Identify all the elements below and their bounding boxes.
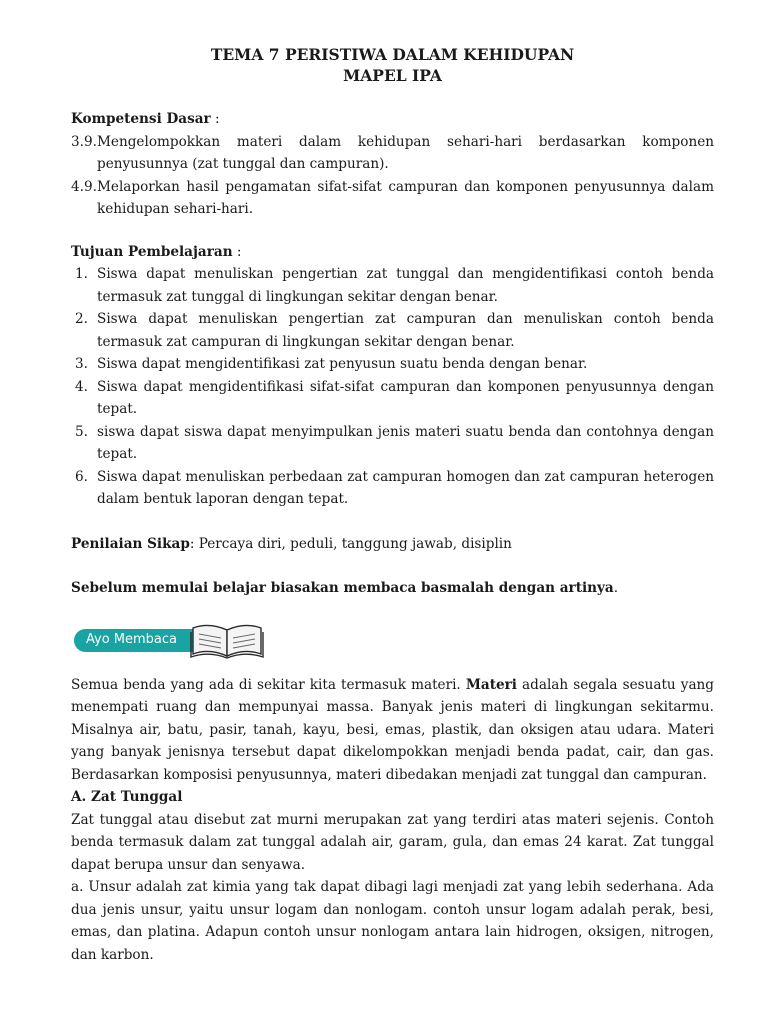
penilaian-label: Penilaian Sikap bbox=[71, 535, 190, 552]
list-item-text: Siswa dapat mengidentifikasi sifat-sifat campuran dan komponen penyusunnya dengan tepat. bbox=[97, 378, 714, 417]
list-item-text: Siswa dapat menuliskan pengertian zat tunggal dan mengidentifikasi contoh benda termasuk zat tunggal di lingkungan sekitar dengan benar. bbox=[97, 266, 714, 305]
unsur-paragraph: a. Unsur adalah zat kimia yang tak dapat dibagi lagi menjadi zat yang lebih sederhana. Ada dua jenis unsur, yaitu unsur logam dan nonlogam. contoh unsur logam adalah perak, besi, emas, dan platina. Adapun contoh unsur nonlogam antara lain hidrogen, oksigen, nitrogen, dan karbon. bbox=[71, 879, 714, 963]
list-item-number: 4. bbox=[75, 378, 88, 395]
materi-paragraph bbox=[71, 674, 714, 787]
list-item-number: 5. bbox=[75, 423, 88, 440]
section-a-title: A. Zat Tunggal bbox=[71, 789, 183, 805]
basmalah-text: Sebelum memulai belajar biasakan membaca basmalah dengan artinya bbox=[71, 580, 614, 596]
basmalah-end: . bbox=[613, 580, 619, 596]
kompetensi-label: Kompetensi Dasar bbox=[71, 111, 211, 127]
kompetensi-item bbox=[71, 176, 714, 221]
list-item bbox=[71, 263, 714, 308]
page-title-line-2: MAPEL IPA bbox=[343, 66, 442, 85]
list-item-text: Siswa dapat menuliskan pengertian zat campuran dan menuliskan contoh benda termasuk zat campuran di lingkungan sekitar dengan benar. bbox=[97, 311, 714, 350]
list-item-number: 3. bbox=[75, 356, 88, 372]
ayo-membaca-label: Ayo Membaca bbox=[74, 629, 219, 652]
kompetensi-heading bbox=[71, 108, 714, 131]
section-a-paragraph: Zat tunggal atau disebut zat murni merupakan zat yang terdiri atas materi sejenis. Contoh benda termasuk dalam zat tunggal adalah air, garam, gula, dan emas 24 karat. Zat tunggal dapat berupa unsur dan senyawa. bbox=[71, 811, 714, 873]
list-item-text: Siswa dapat mengidentifikasi zat penyusun suatu benda dengan benar. bbox=[97, 356, 588, 372]
kompetensi-item-number: 3.9. bbox=[71, 133, 97, 150]
list-item bbox=[71, 421, 714, 466]
tujuan-label: Tujuan Pembelajaran bbox=[71, 243, 233, 260]
kompetensi-item-text: Mengelompokkan materi dalam kehidupan sehari-hari berdasarkan komponen penyusunnya (zat tunggal dan campuran). bbox=[97, 133, 714, 172]
list-item-text: Siswa dapat menuliskan perbedaan zat campuran homogen dan zat campuran heterogen dalam bentuk laporan dengan tepat. bbox=[97, 468, 714, 507]
list-item-number: 6. bbox=[75, 468, 88, 485]
materi-intro-pre: Semua benda yang ada di sekitar kita termasuk materi. bbox=[71, 676, 466, 693]
kompetensi-item-text: Melaporkan hasil pengamatan sifat-sifat campuran dan komponen penyusunnya dalam kehidupan sehari-hari. bbox=[97, 178, 714, 217]
list-item-text: siswa dapat siswa dapat menyimpulkan jenis materi suatu benda dan contohnya dengan tepat. bbox=[97, 423, 714, 462]
basmalah-instruction bbox=[71, 577, 714, 600]
ayo-membaca-banner bbox=[71, 620, 714, 664]
materi-intro-post: adalah segala sesuatu yang menempati ruang dan mempunyai massa. Banyak jenis materi di lingkungan sekitarmu. Misalnya air, batu, pasir, tanah, kayu, besi, emas, plastik, dan oksigen atau udara. Materi yang banyak jenisnya tersebut dapat dikelompokkan menjadi benda padat, cair, dan gas. Berdasarkan komposisi penyusunnya, materi dibedakan menjadi zat tunggal dan campuran. bbox=[71, 676, 715, 783]
tujuan-list bbox=[71, 263, 714, 511]
open-book-icon bbox=[189, 620, 265, 660]
materi-keyword: Materi bbox=[465, 676, 517, 693]
list-item-number: 2. bbox=[75, 311, 88, 327]
kompetensi-suffix: : bbox=[210, 111, 220, 127]
penilaian-sikap bbox=[71, 533, 714, 556]
tujuan-suffix: : bbox=[232, 243, 242, 260]
penilaian-text: : Percaya diri, peduli, tanggung jawab, disiplin bbox=[189, 535, 512, 552]
kompetensi-item-number: 4.9. bbox=[71, 178, 97, 195]
list-item-number: 1. bbox=[75, 266, 88, 282]
list-item bbox=[71, 466, 714, 511]
tujuan-heading bbox=[71, 241, 714, 264]
page-title-line-1: TEMA 7 PERISTIWA DALAM KEHIDUPAN bbox=[210, 45, 575, 64]
list-item bbox=[71, 308, 714, 353]
kompetensi-item bbox=[71, 131, 714, 176]
list-item bbox=[71, 376, 714, 421]
list-item bbox=[71, 353, 714, 376]
